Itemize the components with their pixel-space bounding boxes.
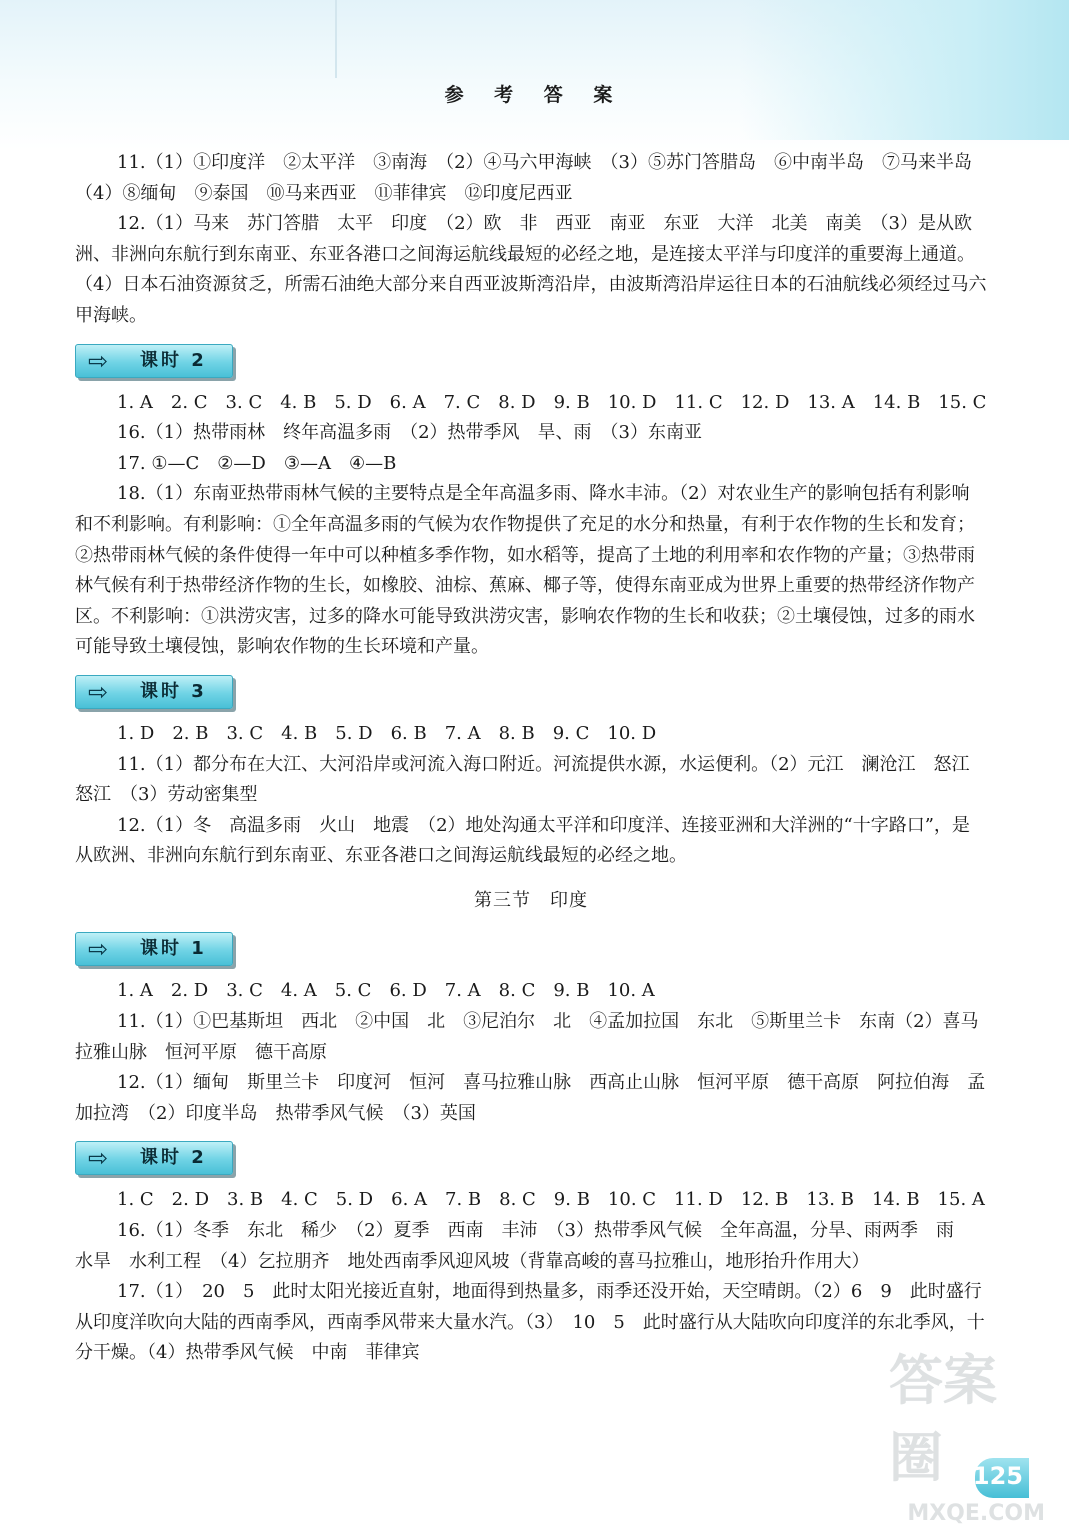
lesson-label-text: 课时 3 [140,680,207,702]
lesson-label-tab [75,344,233,378]
lesson-label-tab [75,1141,233,1175]
lesson-label-text: 课时 2 [140,349,207,371]
answer-paragraph: 16.（1）热带雨林 终年高温多雨 （2）热带季风 旱、雨 （3）东南亚 [117,422,702,444]
arrow-right-icon: ⇨ [88,1144,109,1173]
answer-paragraph: 1. C 2. D 3. B 4. C 5. D 6. A 7. B 8. C 9. B 10. C 11. D 12. B 13. B 14. B 15. A [117,1189,985,1211]
answer-paragraph: 17.（1） 20 5 此时太阳光接近直射，地面得到热量多，雨季还没开始，天空晴朗。（2）6 9 此时盛行从印度洋吹向大陆的西南季风，西南季风带来大量水汽。（3） 10 5 此时盛行从大陆吹向印度洋的东北季风，十分干燥。（4）热带季风气候 中南 菲律宾 [75,1281,985,1364]
answer-paragraph: 16.（1）冬季 东北 稀少 （2）夏季 西南 丰沛 （3）热带季风气候 全年高温，分旱、雨两季 雨 水旱 水利工程 （4）乞拉朋齐 地处西南季风迎风坡（背靠高峻的喜马拉雅山，地形抬升作用大） [75,1220,972,1272]
lesson-label-text: 课时 1 [140,938,207,960]
answer-paragraph: 18.（1）东南亚热带雨林气候的主要特点是全年高温多雨、降水丰沛。（2）对农业生产的影响包括有利影响和不利影响。有利影响：①全年高温多雨的气候为农作物提供了充足的水分和热量，有利于农作物的生长和发育；②热带雨林气候的条件使得一年中可以种植多季作物，如水稻等，提高了土地的利用率和农作物的产量；③热带雨林气候有利于热带经济作物的生长，如橡胶、油棕、蕉麻、椰子等，使得东南亚成为世界上重要的热带经济作物产区。不利影响：①洪涝灾害，过多的降水可能导致洪涝灾害，影响农作物的生长和收获；②土壤侵蚀，过多的雨水可能导致土壤侵蚀，影响农作物的生长环境和产量。 [75,483,975,658]
answer-paragraph: 12.（1）缅甸 斯里兰卡 印度河 恒河 喜马拉雅山脉 西高止山脉 恒河平原 德干高原 阿拉伯海 孟加拉湾 （2）印度半岛 热带季风气候 （3）英国 [75,1072,986,1124]
answer-paragraph: 11.（1）①巴基斯坦 西北 ②中国 北 ③尼泊尔 北 ④孟加拉国 东北 ⑤斯里兰卡 东南（2）喜马拉雅山脉 恒河平原 德干高原 [75,1011,979,1063]
arrow-right-icon: ⇨ [88,935,109,964]
page-number: 125 [972,1462,1023,1490]
lesson-label [75,675,237,711]
answer-paragraph: 1. A 2. C 3. C 4. B 5. D 6. A 7. C 8. D 9. B 10. D 11. C 12. D 13. A 14. B 15. C [117,391,987,413]
section-heading: 第三节 印度 [474,889,588,911]
header-band-accent [739,0,1069,140]
answer-paragraph: 11.（1）①印度洋 ②太平洋 ③南海 （2）④马六甲海峡 （3）⑤苏门答腊岛 ⑥中南半岛 ⑦马来半岛 （4）⑧缅甸 ⑨泰国 ⑩马来西亚 ⑪菲律宾 ⑫印度尼西亚 [75,152,990,204]
answer-paragraph: 11.（1）都分布在大江、大河沿岸或河流入海口附近。河流提供水源，水运便利。（2）元江 澜沧江 怒江 怒江 （3）劳动密集型 [75,753,988,806]
lesson-label [75,932,237,968]
answer-paragraph: 17. ①—C ②—D ③—A ④—B [117,452,397,474]
answer-paragraph: 1. A 2. D 3. C 4. A 5. C 6. D 7. A 8. C 9. B 10. A [117,980,655,1002]
arrow-right-icon: ⇨ [88,346,109,375]
lesson-label [75,344,237,380]
arrow-right-icon: ⇨ [88,677,109,706]
answer-paragraph: 1. D 2. B 3. C 4. B 5. D 6. B 7. A 8. B 9. C 10. D [117,722,657,744]
page-title: 参 考 答 案 [444,84,625,106]
answer-content [75,148,990,1369]
answer-paragraph: 12.（1）冬 高温多雨 火山 地震 （2）地处沟通太平洋和印度洋、连接亚洲和大洋洲的“十字路口”，是从欧洲、非洲向东航行到东南亚、东亚各港口之间海运航线最短的必经之地。 [75,814,970,867]
header-divider [335,0,337,78]
lesson-label [75,1141,237,1177]
lesson-label-tab [75,675,233,709]
answer-paragraph: 12.（1）马来 苏门答腊 太平 印度 （2）欧 非 西亚 南亚 东亚 大洋 北美 南美 （3）是从欧洲、非洲向东航行到东南亚、东亚各港口之间海运航线最短的必经之地，是连接太平洋与印度洋的重要海上通道。（4）日本石油资源贫乏，所需石油绝大部分来自西亚波斯湾沿岸，由波斯湾沿岸运往日本的石油航线必须经过马六甲海峡。 [75,213,987,326]
lesson-label-tab [75,932,233,966]
lesson-label-text: 课时 2 [140,1147,207,1169]
watermark-line2: MXQE.COM [907,1501,1045,1526]
watermark-logo [889,1349,1049,1530]
watermark-line1: 答案圈 [889,1349,997,1489]
